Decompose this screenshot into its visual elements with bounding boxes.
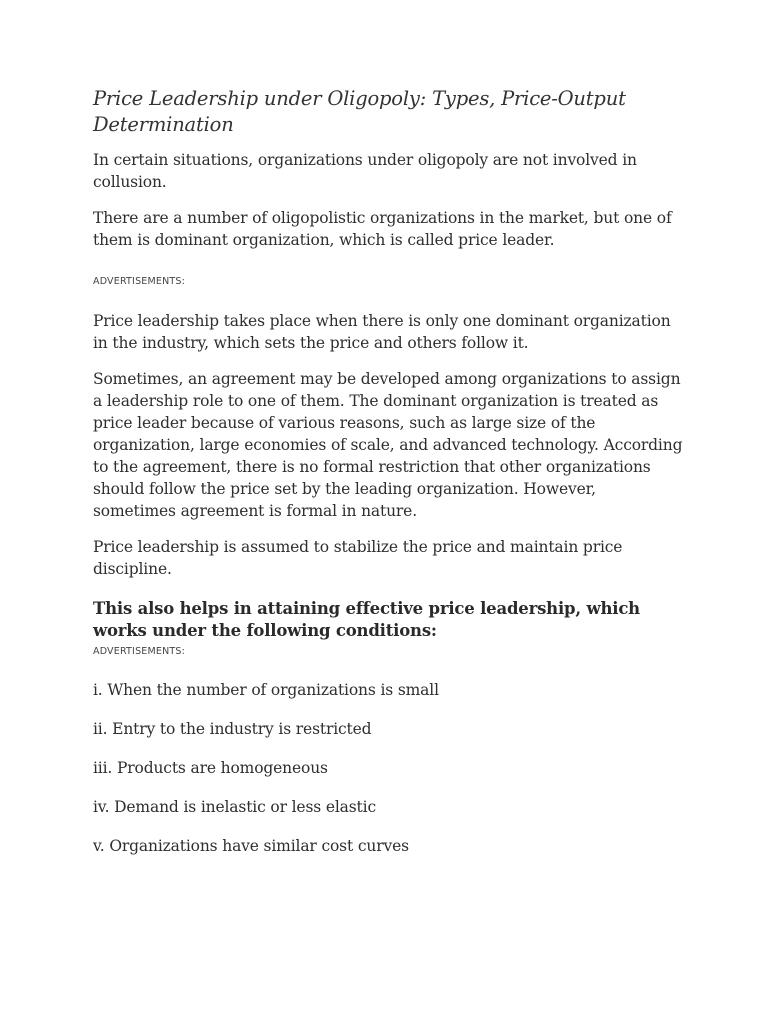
list-item: v. Organizations have similar cost curves bbox=[93, 837, 409, 855]
paragraph-definition: Price leadership takes place when there is only one dominant organization in the industry, which sets the price and others follow it. bbox=[93, 312, 671, 352]
conditions-list bbox=[93, 679, 683, 857]
paragraph-stabilize: Price leadership is assumed to stabilize the price and maintain price discipline. bbox=[93, 538, 623, 578]
paragraph-agreement: Sometimes, an agreement may be developed among organizations to assign a leadership role to one of them. The dominant organization is treated as price leader because of various reasons, such as large size of the organization, large economies of scale, and advanced technology. According to the agreement, there is no formal restriction that other organizations should follow the price set by the leading organization. However, sometimes agreement is formal in nature. bbox=[93, 370, 683, 520]
list-item: iv. Demand is inelastic or less elastic bbox=[93, 798, 376, 816]
advertisement-label: ADVERTISEMENTS: bbox=[93, 646, 186, 657]
article bbox=[93, 86, 683, 874]
paragraph-price-leader: There are a number of oligopolistic organizations in the market, but one of them is dominant organization, which is called price leader. bbox=[93, 209, 672, 249]
advertisement-label: ADVERTISEMENTS: bbox=[93, 276, 186, 287]
list-item: iii. Products are homogeneous bbox=[93, 759, 328, 777]
article-title: Price Leadership under Oligopoly: Types, Price-Output Determination bbox=[93, 87, 626, 136]
list-item: i. When the number of organizations is small bbox=[93, 681, 439, 699]
list-item: ii. Entry to the industry is restricted bbox=[93, 720, 372, 738]
conditions-heading: This also helps in attaining effective price leadership, which works under the following conditions: bbox=[93, 599, 640, 640]
paragraph-collusion: In certain situations, organizations under oligopoly are not involved in collusion. bbox=[93, 151, 637, 191]
